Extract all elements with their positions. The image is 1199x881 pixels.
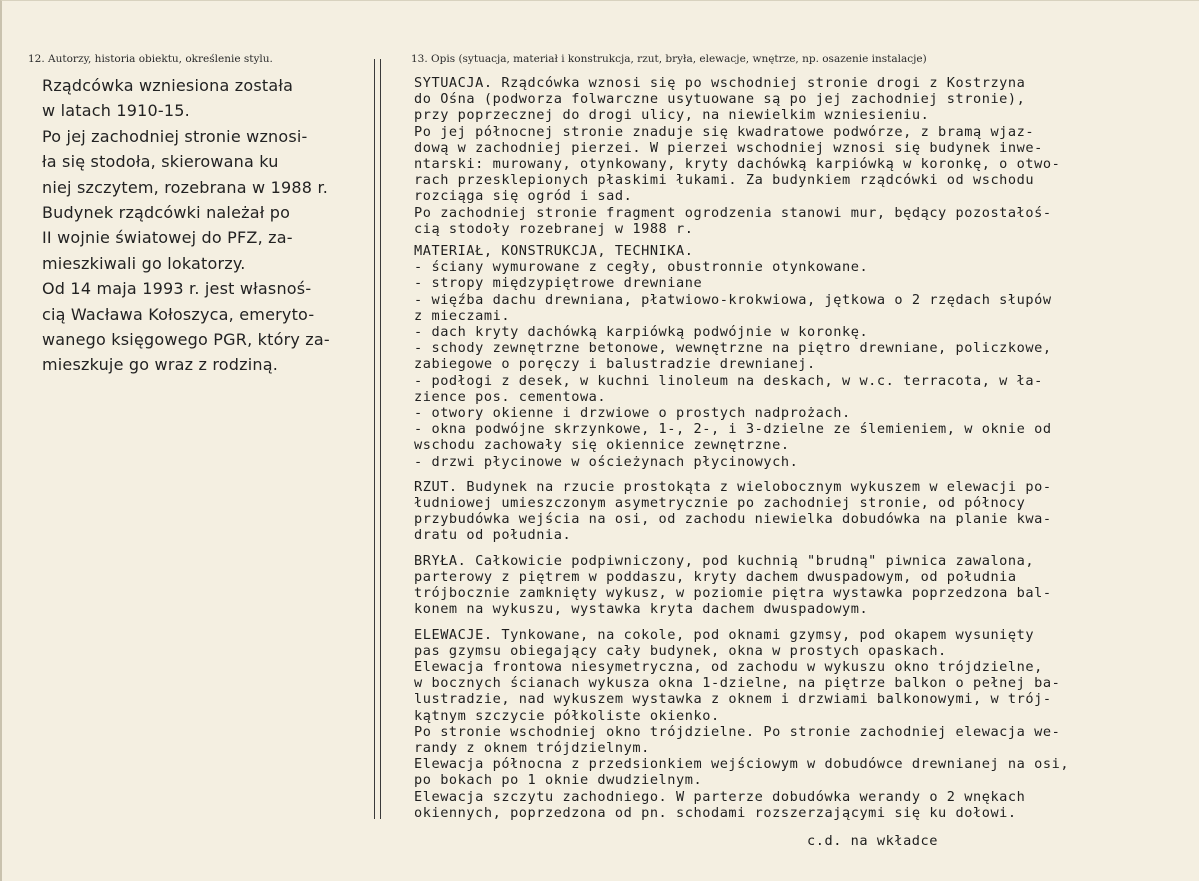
history-line: Rządcówka wzniesiona została	[42, 76, 294, 95]
section-line: do Ośna (podworza folwarczne usytuowane są po jej zachodniej stronie),	[414, 91, 1026, 108]
section-line: po bokach po 1 oknie dwudzielnym.	[414, 772, 703, 789]
section-line: - stropy międzypiętrowe drewniane	[414, 275, 703, 292]
section-line: łudniowej umieszczonym asymetrycznie po zachodniej stronie, od północy	[414, 495, 1026, 512]
section-line: - okna podwójne skrzynkowe, 1-, 2-, i 3-dzielne ze ślemieniem, w oknie od	[414, 421, 1052, 438]
section-line: MATERIAŁ, KONSTRUKCJA, TECHNIKA.	[414, 243, 694, 260]
section-line: ELEWACJE. Tynkowane, na cokole, pod oknami gzymsy, pod okapem wysunięty	[414, 626, 1035, 643]
section-line: - więźba dachu drewniana, płatwiowo-krokwiowa, jętkowa o 2 rzędach słupów	[414, 291, 1052, 308]
section-plan	[414, 479, 1194, 544]
history-line: wanego księgowego PGR, który za-	[42, 330, 330, 350]
history-line: ła się stodoła, skierowana ku	[42, 152, 279, 172]
section-line: Elewacja północna z przedsionkiem wejściowym w dobudówce drewnianej na osi,	[414, 756, 1070, 773]
section-line: Elewacja frontowa niesymetryczna, od zachodu w wykuszu okno trójdzielne,	[414, 658, 1043, 675]
section-line: trójbocznie zamknięty wykusz, w poziomie piętra wystawka poprzedzona bal-	[414, 585, 1052, 602]
section-material	[414, 243, 1194, 470]
section-line: - podłogi z desek, w kuchni linoleum na deskach, w w.c. terracota, w ła-	[414, 372, 1043, 389]
history-line: Od 14 maja 1993 r. jest własnoś-	[42, 279, 312, 299]
section-line: zabiegowe o poręczy i balustradzie drewnianej.	[414, 356, 816, 373]
left-column-header: 12. Autorzy, historia obiektu, określenie stylu.	[28, 53, 273, 65]
section-line: Po jej północnej stronie znaduje się kwadratowe podwórze, z bramą wjaz-	[414, 123, 1035, 140]
history-line: cią Wacława Kołoszyca, emeryto-	[42, 304, 315, 324]
history-line: mieszkiwali go lokatorzy.	[42, 253, 246, 273]
history-line: niej szczytem, rozebrana w 1988 r.	[42, 177, 329, 197]
section-line: kątnym szczycie półkoliste okienko.	[414, 707, 720, 724]
section-line: lustradzie, nad wykuszem wystawka z oknem i drzwiami balkonowymi, w trój-	[414, 691, 1052, 708]
section-line: RZUT. Budynek na rzucie prostokąta z wielobocznym wykuszem w elewacji po-	[414, 478, 1052, 495]
section-line: wschodu zachowały się okiennice zewnętrzne.	[414, 437, 790, 454]
section-line: Po zachodniej stronie fragment ogrodzenia stanowi mur, będący pozostałoś-	[414, 204, 1052, 221]
section-elevations	[414, 627, 1194, 821]
continuation-note: c.d. na wkładce	[807, 833, 939, 849]
section-line: ntarski: murowany, otynkowany, kryty dachówką karpiówką w koronkę, o otwo-	[414, 156, 1061, 173]
section-line: - ściany wymurowane z cegły, obustronnie otynkowane.	[414, 259, 869, 276]
section-situation	[414, 75, 1194, 237]
description-text	[414, 75, 1194, 821]
history-text	[42, 73, 372, 378]
section-line: rozciąga się ogród i sad.	[414, 188, 633, 205]
section-line: - drzwi płycinowe w ościeżynach płycinowych.	[414, 453, 799, 470]
section-line: w bocznych ścianach wykusza okna 1-dzielne, na piętrze balkon o pełnej ba-	[414, 675, 1061, 692]
section-line: dową w zachodniej pierzei. W pierzei wschodniej wznosi się budynek inwe-	[414, 139, 1043, 156]
section-line: Elewacja szczytu zachodniego. W parterze dobudówka werandy o 2 wnękach	[414, 788, 1026, 805]
history-line: II wojnie światowej do PFZ, za-	[42, 228, 293, 248]
history-line: mieszkuje go wraz z rodziną.	[42, 355, 279, 375]
section-line: pas gzymsu obiegający cały budynek, okna w prostych opaskach.	[414, 642, 947, 659]
section-line: zience pos. cementowa.	[414, 388, 607, 405]
section-massing	[414, 553, 1194, 618]
section-line: parterowy z piętrem w poddaszu, kryty dachem dwuspadowym, od południa	[414, 568, 1017, 585]
history-line: Po jej zachodniej stronie wznosi-	[42, 126, 308, 146]
section-line: BRYŁA. Całkowicie podpiwniczony, pod kuchnią "brudną" piwnica zawalona,	[414, 552, 1035, 569]
column-divider-second	[380, 59, 381, 819]
section-line: - schody zewnętrzne betonowe, wewnętrzne na piętro drewniane, policzkowe,	[414, 340, 1052, 357]
section-line: dratu od południa.	[414, 527, 572, 544]
right-column-header: 13. Opis (sytuacja, materiał i konstrukcja, rzut, bryła, elewacje, wnętrze, np. osazenie instalacje)	[411, 53, 927, 65]
section-line: okiennych, poprzedzona od pn. schodami rozszerzającymi się ku dołowi.	[414, 804, 1017, 821]
section-line: przybudówka wejścia na osi, od zachodu niewielka dobudówka na planie kwa-	[414, 511, 1052, 528]
section-line: przy poprzecznej do drogi ulicy, na niewielkim wzniesieniu.	[414, 107, 930, 124]
section-line: randy z oknem trójdzielnym.	[414, 739, 650, 756]
section-line: konem na wykuszu, wystawka kryta dachem dwuspadowym.	[414, 601, 869, 618]
section-line: cią stodoły rozebranej w 1988 r.	[414, 220, 694, 237]
section-line: Po stronie wschodniej okno trójdzielne. Po stronie zachodniej elewacja we-	[414, 723, 1061, 740]
section-line: - otwory okienne i drzwiowe o prostych nadprożach.	[414, 405, 851, 422]
history-line: w latach 1910-15.	[42, 101, 190, 121]
section-line: z mieczami.	[414, 307, 511, 324]
section-line: - dach kryty dachówką karpiówką podwójnie w koronkę.	[414, 324, 869, 341]
section-line: SYTUACJA. Rządcówka wznosi się po wschodniej stronie drogi z Kostrzyna	[414, 75, 1026, 91]
section-line: rach przesklepionych płaskimi łukami. Za budynkiem rządcówki od wschodu	[414, 172, 1035, 189]
column-divider	[374, 59, 375, 819]
history-line: Budynek rządcówki należał po	[42, 203, 291, 223]
